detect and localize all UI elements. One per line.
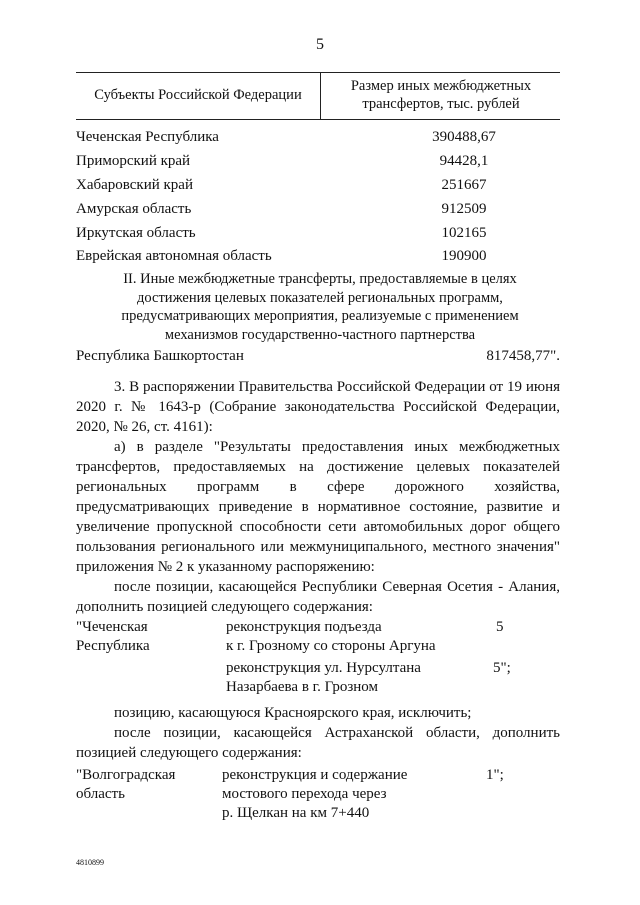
- region-name: Приморский край: [76, 153, 191, 169]
- chechnya-item-2-line2: Назарбаева в г. Грозном: [226, 679, 378, 695]
- chechnya-region-line1: "Чеченская: [76, 619, 148, 635]
- chechnya-item-2-line1: реконструкция ул. Нурсултана: [226, 660, 421, 676]
- section-ii-line1: II. Иные межбюджетные трансферты, предоставляемые в целях: [123, 271, 517, 287]
- paragraph-after-ossetia: после позиции, касающейся Республики Северная Осетия - Алания, дополнить позицией следующего содержания:: [76, 579, 560, 615]
- chechnya-item-1-line1: реконструкция подъезда: [226, 619, 382, 635]
- paragraph-exclude-krasnoyarsk: позицию, касающуюся Красноярского края, исключить;: [114, 705, 472, 721]
- header-col-amount: [322, 77, 560, 113]
- header-col-regions: Субъекты Российской Федерации: [94, 87, 302, 103]
- region-name: Амурская область: [76, 201, 192, 217]
- page-number: 5: [316, 36, 324, 53]
- region-name: Республика Башкортостан: [76, 348, 244, 364]
- region-name: Хабаровский край: [76, 177, 193, 193]
- chechnya-item-1-line2: к г. Грозному со стороны Аргуна: [226, 638, 436, 654]
- table-row: [76, 225, 560, 247]
- table-header: [76, 72, 560, 120]
- paragraph-3: 3. В распоряжении Правительства Российской Федерации от 19 июня 2020 г. № 1643-р (Собрание законодательства Российской Федерации, 2020, № 26, ст. 4161):: [76, 379, 560, 435]
- section-ii-heading: [80, 270, 560, 344]
- section-ii-line3: предусматривающих мероприятия, реализуемые с применением: [121, 308, 519, 324]
- volgograd-region-line1: "Волгоградская: [76, 767, 176, 783]
- transfer-amount: 390488,67: [432, 129, 496, 145]
- volgograd-region: [76, 766, 175, 804]
- header-divider: [320, 73, 321, 119]
- section-ii-line4: механизмов государственно-частного партнерства: [164, 326, 476, 343]
- table-row: [76, 153, 560, 175]
- volgograd-item-line1: реконструкция и содержание: [222, 767, 408, 783]
- header-col-amount-line2: трансфертов, тыс. рублей: [362, 96, 520, 112]
- transfer-amount: 912509: [441, 201, 487, 217]
- chechnya-item-2-value: 5";: [493, 660, 511, 676]
- section-ii-line2: достижения целевых показателей региональных программ,: [137, 289, 503, 306]
- region-name: Чеченская Республика: [76, 129, 219, 145]
- table-row: [76, 201, 560, 223]
- paragraph-a: а) в разделе "Результаты предоставления иных межбюджетных трансфертов, предоставляемых на достижение целевых показателей региональных программ в сфере дорожного хозяйства, предусматривающих приведение в нормативное состояние, развитие и увеличение пропускной способности сети автомобильных дорог общего пользования регионального или межмуниципального, местного значения" приложения № 2 к указанному распоряжению:: [76, 439, 560, 575]
- transfer-amount: 94428,1: [439, 153, 489, 169]
- region-name: Еврейская автономная область: [76, 248, 272, 264]
- chechnya-item-2: [226, 659, 421, 697]
- chechnya-region-line2: Республика: [76, 638, 150, 654]
- transfer-amount: 102165: [441, 225, 487, 241]
- volgograd-item: [222, 766, 407, 823]
- chechnya-item-1: [226, 618, 436, 656]
- volgograd-item-line2: мостового перехода через: [222, 786, 387, 802]
- header-col-amount-line1: Размер иных межбюджетных: [350, 78, 532, 94]
- paragraph-after-astrakhan: после позиции, касающейся Астраханской области, дополнить позицией следующего содержания:: [76, 725, 560, 761]
- table-row: [76, 129, 560, 151]
- table-row: [76, 248, 560, 270]
- transfer-amount: 251667: [441, 177, 487, 193]
- footer-code: 4810899: [76, 858, 104, 867]
- volgograd-item-line3: р. Щелкан на км 7+440: [222, 805, 370, 821]
- volgograd-region-line2: область: [76, 786, 125, 802]
- chechnya-region: [76, 618, 150, 656]
- table-row: [76, 348, 560, 365]
- transfer-amount: 190900: [441, 248, 487, 264]
- region-name: Иркутская область: [76, 225, 196, 241]
- chechnya-item-1-value: 5: [496, 619, 504, 635]
- volgograd-item-value: 1";: [486, 767, 504, 783]
- table-row: [76, 177, 560, 199]
- transfer-amount: 817458,77".: [486, 348, 560, 364]
